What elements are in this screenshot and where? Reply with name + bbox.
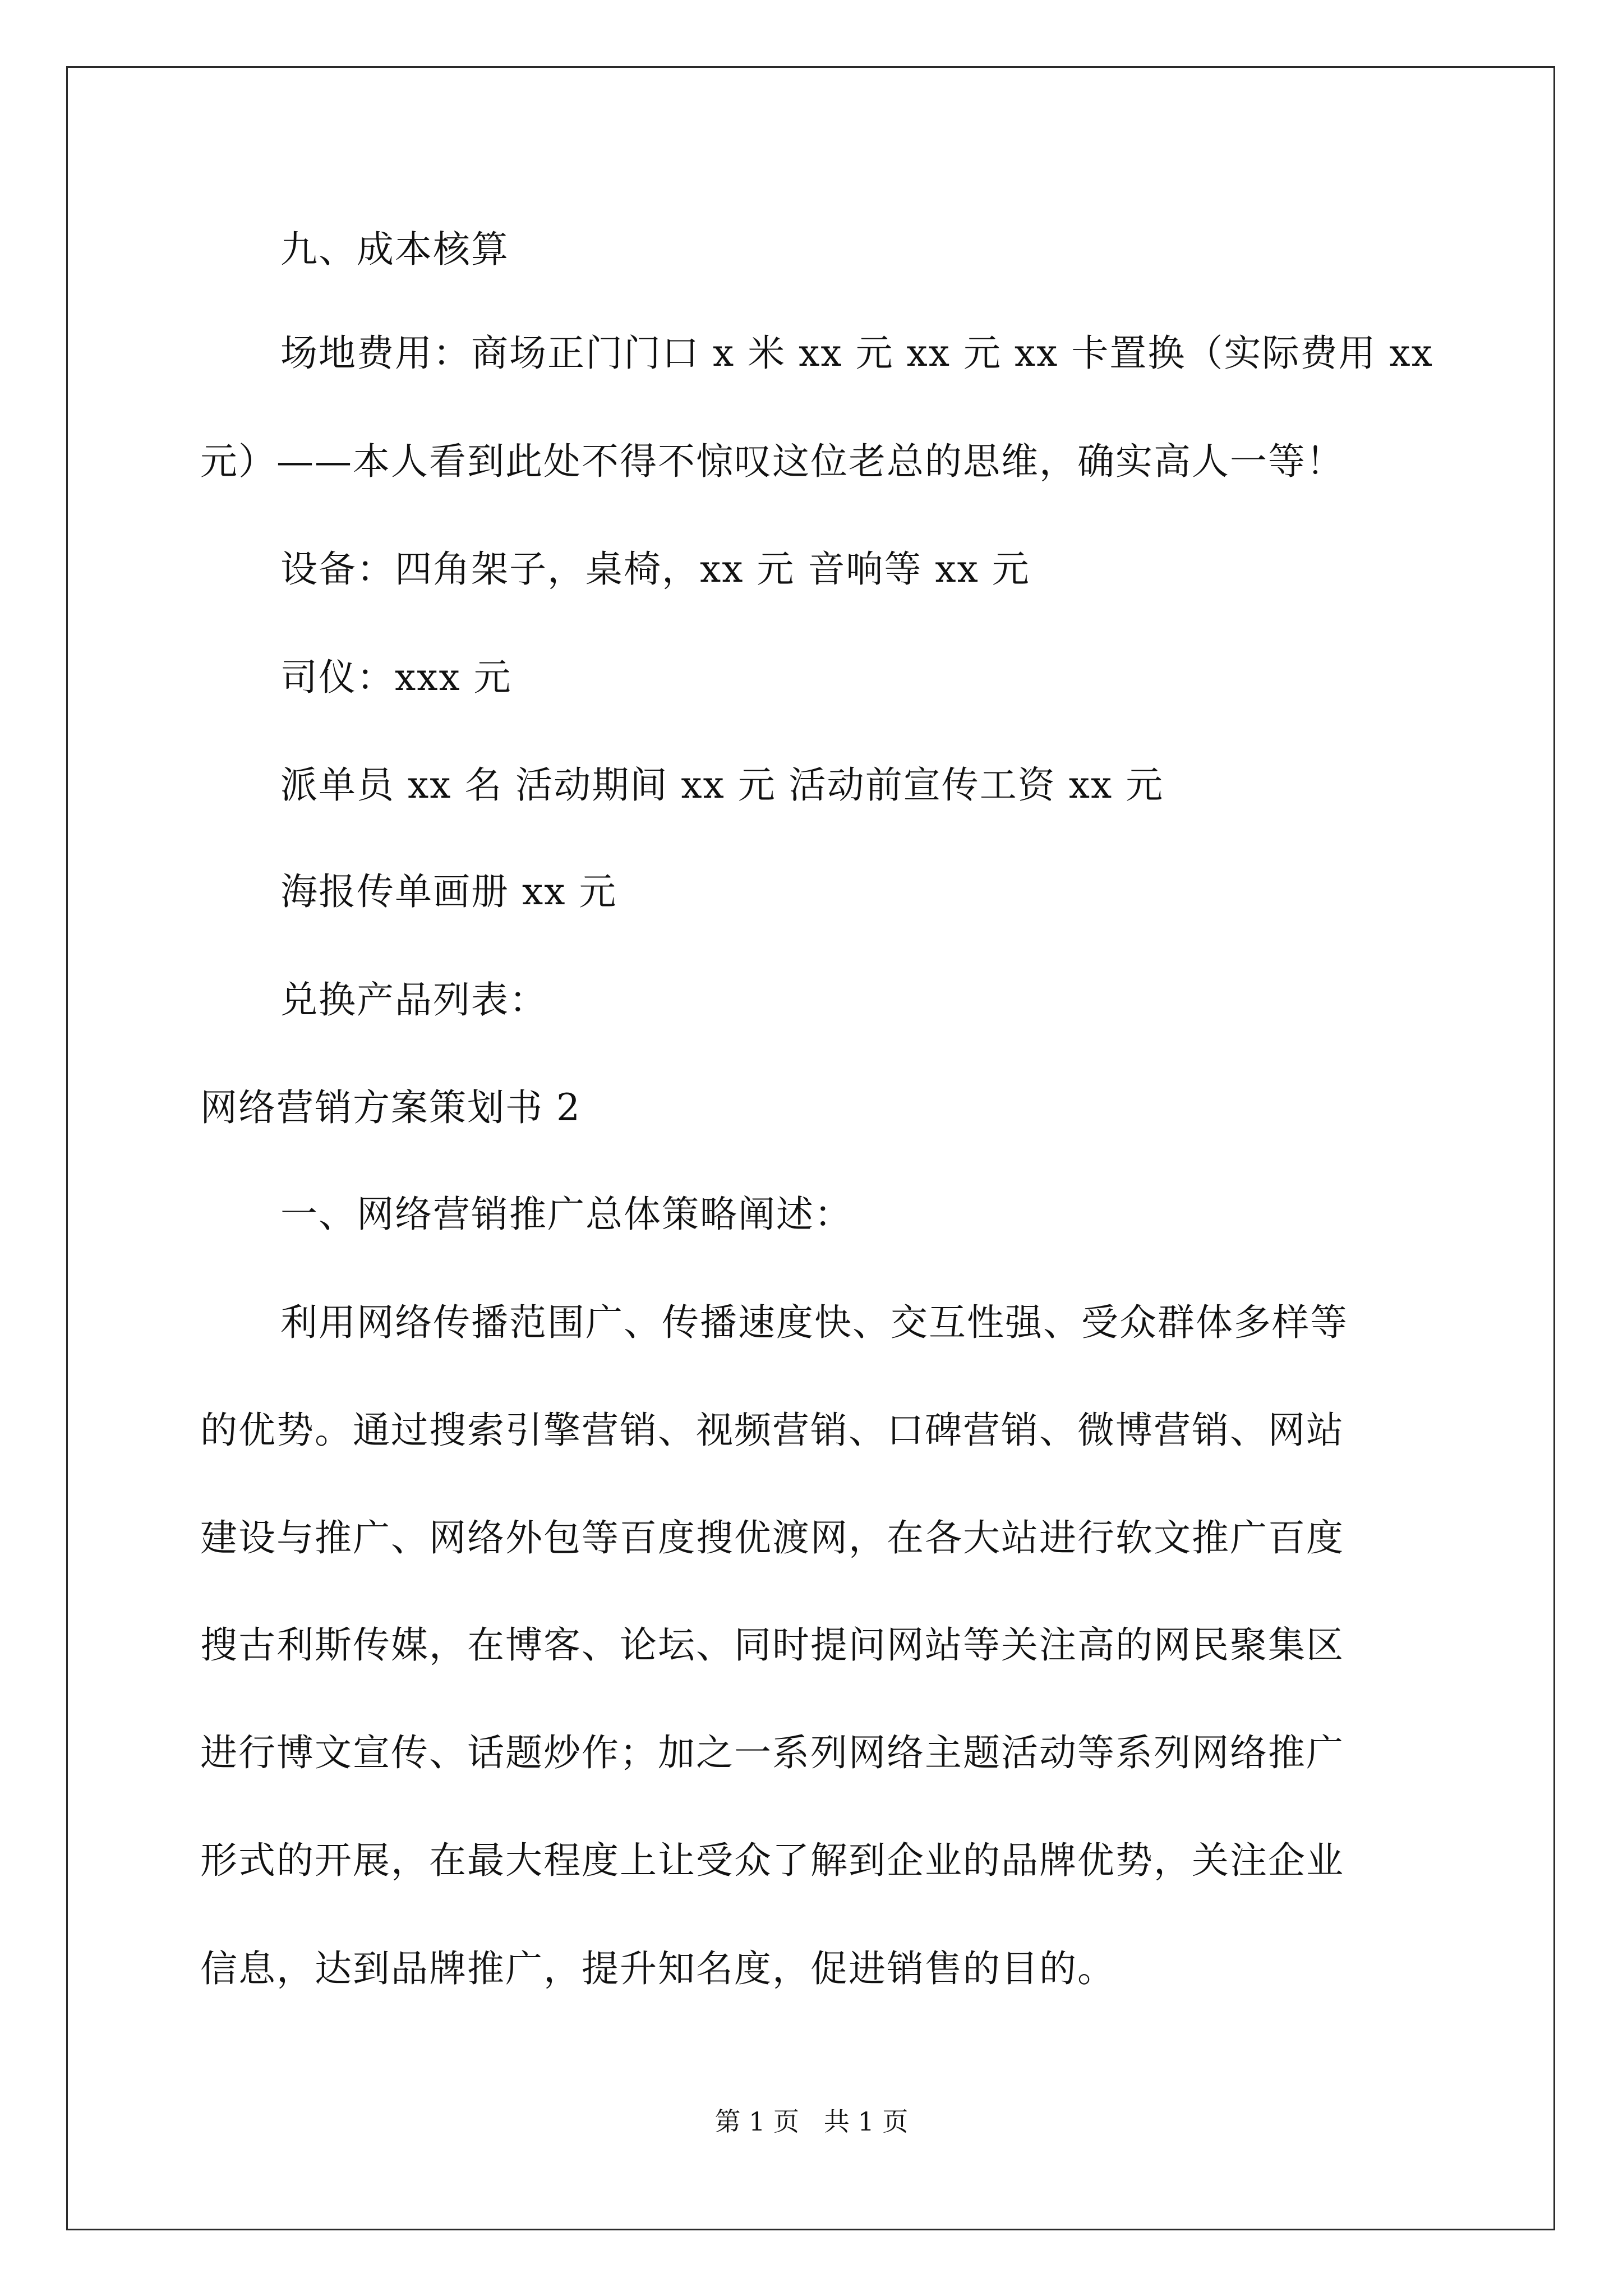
paragraph-line-5: 进行博文宣传、话题炒作；加之一系列网络主题活动等系列网络推广 <box>200 1731 1344 1774</box>
product-list-label: 兑换产品列表： <box>280 978 547 1022</box>
paragraph-line-1: 利用网络传播范围广、传播速度快、交互性强、受众群体多样等 <box>280 1301 1348 1344</box>
paragraph-line-2: 的优势。通过搜索引擎营销、视频营销、口碑营销、微博营销、网站 <box>200 1409 1344 1452</box>
page-border <box>66 66 1555 2230</box>
host-cost-line: 司仪：xxx 元 <box>280 656 512 699</box>
document-title: 网络营销方案策划书 2 <box>200 1086 581 1129</box>
print-cost-line: 海报传单画册 xx 元 <box>280 870 617 913</box>
flyer-staff-cost-line: 派单员 xx 名 活动期间 xx 元 活动前宣传工资 xx 元 <box>280 763 1164 807</box>
equipment-cost-line: 设备：四角架子，桌椅，xx 元 音响等 xx 元 <box>280 547 1030 591</box>
paragraph-line-4: 搜古利斯传媒，在博客、论坛、同时提问网站等关注高的网民聚集区 <box>200 1623 1344 1667</box>
paragraph-line-6: 形式的开展，在最大程度上让受众了解到企业的品牌优势，关注企业 <box>200 1839 1344 1882</box>
page-footer: 第 1 页 共 1 页 <box>714 2106 909 2137</box>
venue-cost-line-2: 元）——本人看到此处不得不惊叹这位老总的思维，确实高人一等！ <box>200 440 1344 483</box>
venue-cost-line-1: 场地费用：商场正门门口 x 米 xx 元 xx 元 xx 卡置换（实际费用 xx <box>280 332 1433 375</box>
section-heading-strategy: 一、网络营销推广总体策略阐述： <box>280 1193 852 1236</box>
paragraph-line-7: 信息，达到品牌推广，提升知名度，促进销售的目的。 <box>200 1947 1115 1990</box>
section-heading-cost: 九、成本核算 <box>280 228 509 271</box>
paragraph-line-3: 建设与推广、网络外包等百度搜优渡网，在各大站进行软文推广百度 <box>200 1516 1344 1559</box>
